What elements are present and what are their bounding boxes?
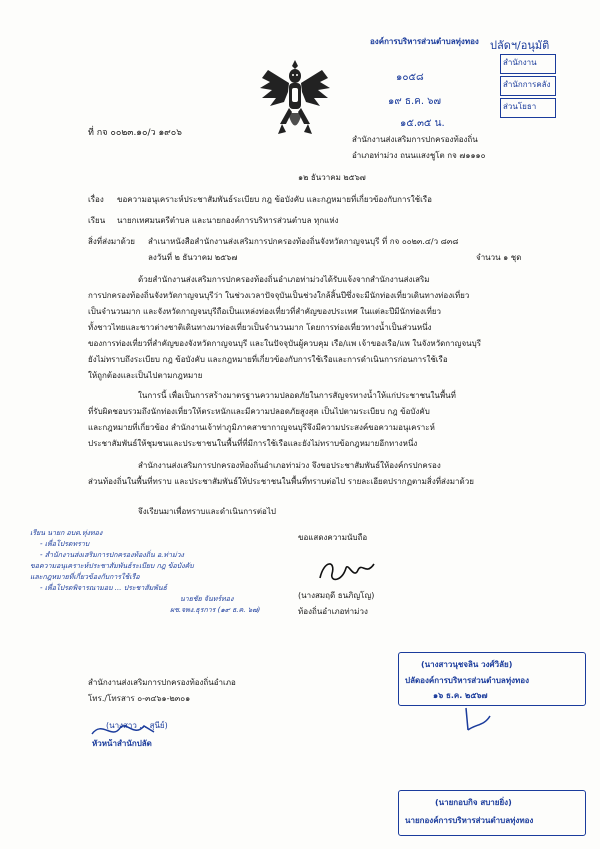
document-date: ๑๒ ธันวาคม ๒๕๖๗ bbox=[298, 173, 366, 182]
paragraph-1-line: การปกครองท้องถิ่นจังหวัดกาญจนบุรีว่า ในช่วงเวลาปัจจุบันเป็นช่วงใกล้สิ้นปีซึ่งจะมีนักท่องเที่ยวเดินทางท่องเที่ยว bbox=[88, 291, 470, 300]
paragraph-1-line: ยังไม่ทราบถึงระเบียบ กฎ ข้อบังคับ และกฎหมายที่เกี่ยวข้องกับการใช้เรือและการดำเนินการก่อนการใช้เรือ bbox=[88, 355, 448, 364]
document-number: ที่ กจ ๐๐๒๓.๑๐/ว ๑๙๐๖ bbox=[88, 128, 182, 138]
to-label: เรียน bbox=[88, 216, 106, 225]
paragraph-1-line: ให้ถูกต้องและเป็นไปตามกฎหมาย bbox=[88, 371, 203, 380]
note-line: ขอความอนุเคราะห์ประชาสัมพันธ์ระเบียบ กฎ ข้อบังคับ bbox=[30, 562, 194, 570]
paragraph-2-line: และกฎหมายที่เกี่ยวข้อง สำนักงานเจ้าท่าภูมิภาคสาขากาญจนบุรีจึงมีความประสงค์ขอความอนุเคราะห์ bbox=[88, 423, 435, 432]
note-line: นายชัย จันทร์ทอง bbox=[180, 595, 234, 603]
footer-office: สำนักงานส่งเสริมการปกครองท้องถิ่นอำเภอ bbox=[88, 678, 236, 687]
bottom-left-title: หัวหน้าสำนักปลัด bbox=[92, 739, 152, 748]
signer-name: (นางสมฤดี ธนภิญโญ) bbox=[298, 591, 375, 600]
subject-text: ขอความอนุเคราะห์ประชาสัมพันธ์ระเบียบ กฎ ข้อบังคับ และกฎหมายที่เกี่ยวข้องกับการใช้เรือ bbox=[117, 195, 432, 204]
palad-approval-box bbox=[398, 652, 586, 706]
paragraph-1-line: ทั้งชาวไทยและชาวต่างชาติเดินทางมาท่องเที่ยวเป็นจำนวนมาก โดยการท่องเที่ยวทางน้ำเป็นส่วนหนึ่ง bbox=[88, 323, 432, 332]
garuda-emblem bbox=[258, 58, 332, 140]
stamp-received-no: ๑๐๕๘ bbox=[396, 72, 424, 83]
paragraph-2-line: ประชาสัมพันธ์ให้ชุมชนและประชาชนในพื้นที่ที่มีการใช้เรือและยังไม่ทราบข้อกฎหมายอีกทางหนึ่ง bbox=[88, 439, 418, 448]
note-line: และกฎหมายที่เกี่ยวข้องกับการใช้เรือ bbox=[30, 573, 140, 581]
stamp-received-time: ๑๕.๓๕ น. bbox=[400, 118, 445, 129]
stamp-org: องค์การบริหารส่วนตำบลทุ่งทอง bbox=[370, 37, 479, 46]
signer-title: ท้องถิ่นอำเภอท่าม่วง bbox=[298, 607, 368, 616]
bottom-left-name: (นางสาว ... สุนีย์) bbox=[106, 721, 168, 730]
stamp-title-right: ปลัดฯ/อนุมัติ bbox=[490, 39, 550, 52]
stamp-box-3-label: ส่วนโยธา bbox=[503, 102, 537, 111]
paragraph-1-line: ด้วยสำนักงานส่งเสริมการปกครองท้องถิ่นอำเภอท่าม่วงได้รับแจ้งจากสำนักงานส่งเสริม bbox=[138, 275, 430, 284]
note-line: - เพื่อโปรดทราบ bbox=[40, 540, 90, 548]
enclosure-line-1: สำเนาหนังสือสำนักงานส่งเสริมการปกครองท้องถิ่นจังหวัดกาญจนบุรี ที่ กจ ๐๐๒๓.๔/ว ๘๓๘ bbox=[148, 237, 459, 246]
enclosure-label: สิ่งที่ส่งมาด้วย bbox=[88, 237, 135, 246]
received-stamp bbox=[360, 32, 600, 134]
note-line: เรียน นายก อบต.ทุ่งทอง bbox=[30, 529, 103, 537]
paragraph-2 bbox=[88, 388, 558, 452]
stamp-received-date: ๑๙ ธ.ค. ๖๗ bbox=[388, 96, 442, 107]
closing-line: จึงเรียนมาเพื่อทราบและดำเนินการต่อไป bbox=[138, 507, 276, 516]
palad-date: ๑๖ ธ.ค. ๒๕๖๗ bbox=[433, 691, 488, 700]
regards: ขอแสดงความนับถือ bbox=[298, 533, 368, 542]
paragraph-3-line: ส่วนท้องถิ่นในพื้นที่ทราบ และประชาสัมพันธ์ให้ประชาชนในพื้นที่ทราบต่อไป รายละเอียดปรากฏตามสิ่งที่ส่งมาด้วย bbox=[88, 477, 474, 486]
enclosure-line-2: ลงวันที่ ๒ ธันวาคม ๒๕๖๗ bbox=[148, 253, 238, 262]
palad-signature bbox=[458, 706, 498, 734]
paragraph-1-line: เป็นจำนวนมาก และจังหวัดกาญจนบุรีถือเป็นแหล่งท่องเที่ยวที่สำคัญของประเทศ ในแต่ละปีมีนักท่องเที่ยว bbox=[88, 307, 442, 316]
paragraph-3 bbox=[88, 458, 558, 490]
office-address: อำเภอท่าม่วง ถนนแสงชูโต กจ ๗๑๑๑๐ bbox=[352, 151, 486, 160]
paragraph-1 bbox=[88, 272, 558, 384]
paragraph-3-line: สำนักงานส่งเสริมการปกครองท้องถิ่นอำเภอท่าม่วง จึงขอประชาสัมพันธ์ให้องค์กรปกครอง bbox=[138, 461, 441, 470]
note-line: - เพื่อโปรดพิจารณามอบ ... ประชาสัมพันธ์ bbox=[40, 584, 167, 592]
note-line: ผช.จพง.ธุรการ (๑๙ ธ.ค. ๖๗) bbox=[170, 606, 261, 614]
paragraph-1-line: ของการท่องเที่ยวที่สำคัญของจังหวัดกาญจนบุรี และในปัจจุบันผู้ควบคุม เรือ/แพ เจ้าของเรือ/แพ ในจังหวัดกาญจนบุรี bbox=[88, 339, 481, 348]
stamp-box-1-label: สำนักงาน bbox=[503, 58, 537, 67]
office-name: สำนักงานส่งเสริมการปกครองท้องถิ่น bbox=[352, 135, 478, 144]
paragraph-2-line: ที่รับผิดชอบรวมถึงนักท่องเที่ยวให้ตระหนักและมีความปลอดภัยสูงสุด เป็นไปตามระเบียบ กฎ ข้อบังคับ bbox=[88, 407, 430, 416]
subject-label: เรื่อง bbox=[88, 195, 104, 204]
palad-title: ปลัดองค์การบริหารส่วนตำบลทุ่งทอง bbox=[405, 676, 529, 685]
to-text: นายกเทศมนตรีตำบล และนายกองค์การบริหารส่วนตำบล ทุกแห่ง bbox=[117, 216, 339, 225]
note-line: - สำนักงานส่งเสริมการปกครองท้องถิ่น อ.ท่าม่วง bbox=[40, 551, 184, 559]
nayok-approval-box bbox=[398, 790, 586, 836]
palad-name: (นางสาวนุชจลิน วงศ์วิลัย) bbox=[421, 660, 513, 669]
enclosure-count: จำนวน ๑ ชุด bbox=[476, 253, 522, 262]
footer-phone: โทร./โทรสาร ๐-๓๔๖๑-๒๓๐๑ bbox=[88, 694, 191, 703]
paragraph-2-line: ในการนี้ เพื่อเป็นการสร้างมาตรฐานความปลอดภัยในการสัญจรทางน้ำให้แก่ประชาชนในพื้นที่ bbox=[138, 391, 456, 400]
stamp-box-2-label: สำนักการคลัง bbox=[503, 80, 551, 89]
nayok-title: นายกองค์การบริหารส่วนตำบลทุ่งทอง bbox=[405, 816, 534, 825]
nayok-name: (นายกอบกิจ สบายยิ่ง) bbox=[435, 798, 512, 807]
handwritten-notes bbox=[30, 528, 290, 668]
signature bbox=[314, 556, 378, 586]
